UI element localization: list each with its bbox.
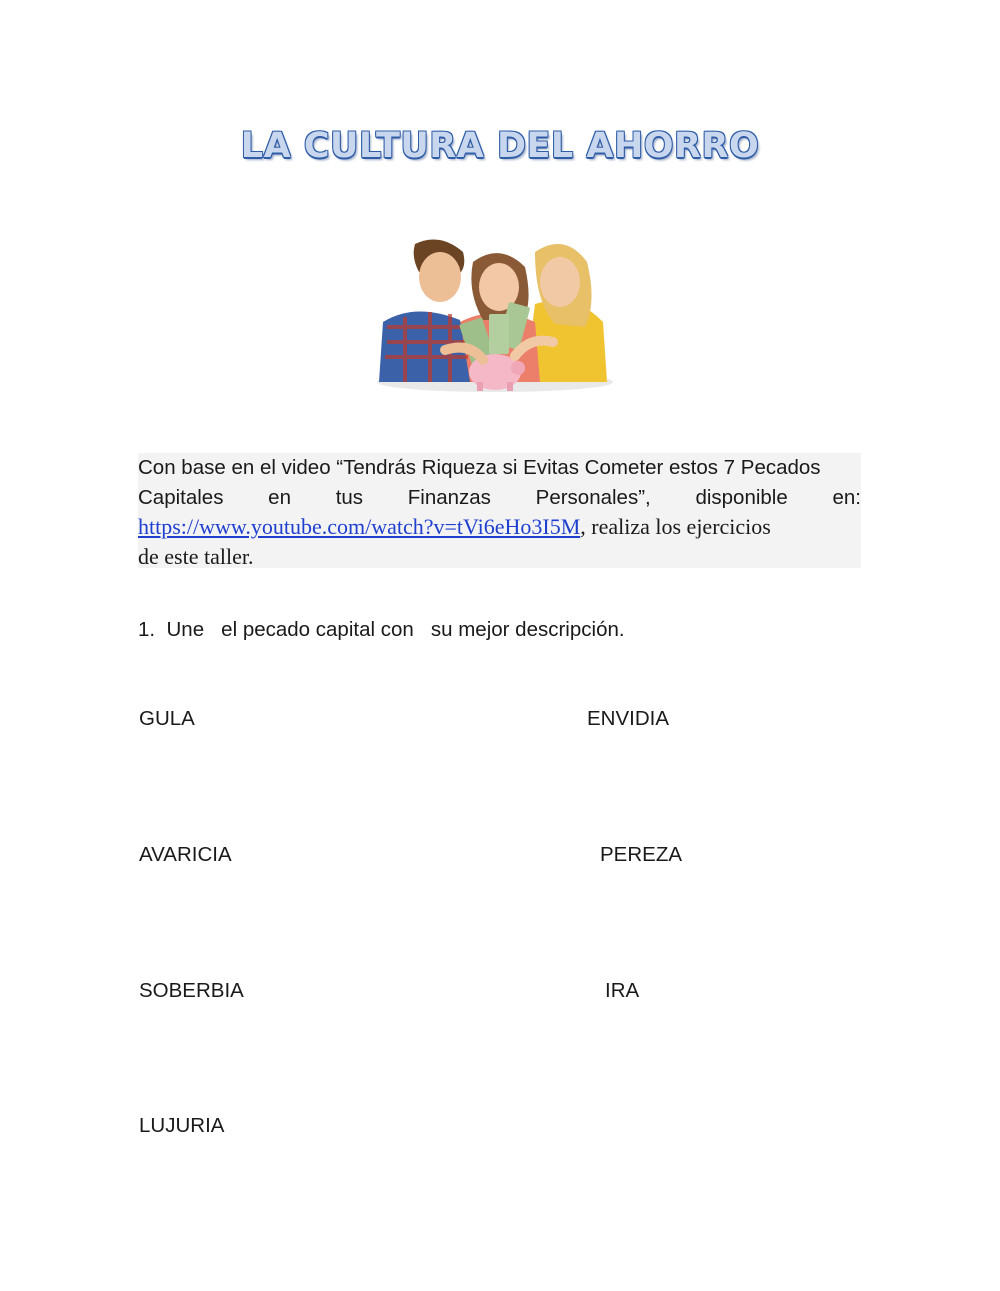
instructions-line-2 — [138, 483, 861, 513]
intro-word: Personales”, — [535, 485, 651, 509]
sin-left-soberbia: SOBERBIA — [139, 979, 244, 1002]
intro-word: en: — [832, 485, 861, 509]
saving-people-photo — [375, 232, 615, 397]
instructions-line-4: de este taller. — [138, 543, 254, 569]
sin-right-envidia: ENVIDIA — [587, 707, 670, 730]
sin-left-gula: GULA — [139, 707, 195, 730]
intro-word: Capitales — [138, 485, 224, 509]
instructions-box — [138, 453, 861, 568]
sin-right-pereza: PEREZA — [600, 843, 683, 866]
instructions-line-3 — [138, 512, 861, 542]
question-1: 1. Une el pecado capital con su mejor descripción. — [138, 618, 625, 641]
instructions-after-link: , realiza los ejercicios — [580, 514, 771, 539]
intro-word: Finanzas — [407, 485, 491, 509]
instructions-line-1: Con base en el video “Tendrás Riqueza si Evitas Cometer estos 7 Pecados — [138, 456, 821, 479]
sin-left-lujuria: LUJURIA — [139, 1114, 225, 1137]
sin-right-ira: IRA — [605, 979, 640, 1002]
page-title: LA CULTURA DEL AHORRO — [240, 126, 760, 166]
video-link[interactable]: https://www.youtube.com/watch?v=tVi6eHo3I5M — [138, 514, 581, 539]
intro-word: disponible — [695, 485, 788, 509]
intro-word: tus — [335, 485, 364, 509]
sin-left-avaricia: AVARICIA — [139, 843, 232, 866]
intro-word: en — [268, 485, 291, 509]
